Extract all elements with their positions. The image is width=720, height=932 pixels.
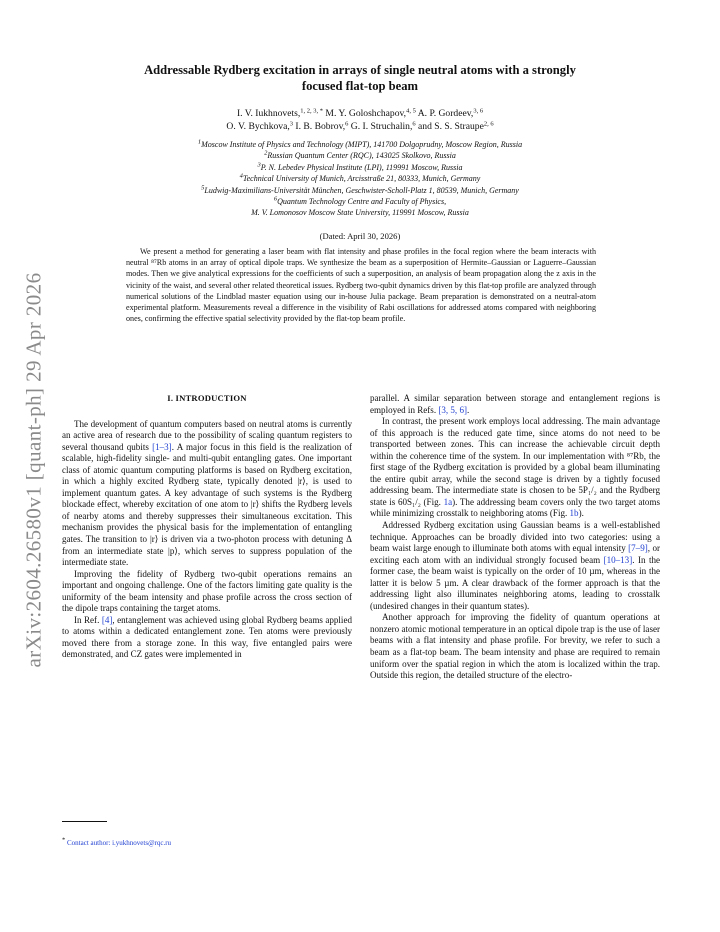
- paragraph-text: , entanglement was achieved using global Rydberg beams applied to atoms within a dedicated entanglement zone. Ten atoms were previously moved there from a storage zone. In this way, five entangled pairs were demonstrated, and CZ gates were implemented in: [62, 614, 352, 660]
- section-heading-introduction: I. INTRODUCTION: [167, 393, 247, 403]
- citation-link[interactable]: [7–9]: [628, 543, 648, 554]
- affiliation: [70, 185, 650, 196]
- affiliation-number: 5: [201, 184, 205, 192]
- paragraph-text: Another approach for improving the fidelity of quantum operations at nonzero atomic motional temperature in an optical dipole trap is the use of laser beams with a flat intensity and phase profile. For brevity, we refer to such a beam as a flat-top beam. The beam intensity and phase are required to remain uniform over the spatial region in which the atom is localized within the trap. Outside this region, the detailed structure of the electro-: [370, 612, 660, 681]
- footnote: [62, 836, 172, 847]
- author-name: M. Y. Goloshchapov,: [323, 108, 407, 119]
- right-column: [370, 393, 660, 682]
- affiliation-number: 1: [197, 138, 202, 146]
- affiliation: [70, 207, 650, 218]
- citation-link[interactable]: [4]: [101, 614, 113, 625]
- arxiv-sidebar-stamp: [14, 240, 54, 700]
- citation-link[interactable]: [10–13]: [603, 554, 633, 565]
- author-affiliation-marker: 3: [289, 120, 293, 128]
- footnote-mark: *: [62, 836, 66, 844]
- affiliation-text: Russian Quantum Center (RQC), 143025 Skolkovo, Russia: [267, 151, 456, 161]
- author-affiliation-marker: 1, 2, 3, *: [300, 107, 324, 115]
- author-name: O. V. Bychkova,: [226, 121, 290, 132]
- author-affiliation-marker: 4, 5: [406, 107, 416, 115]
- paragraph-text: .: [467, 404, 470, 415]
- title-line-1: Addressable Rydberg excitation in arrays of single neutral atoms with a strongly: [144, 63, 576, 77]
- author-affiliation-marker: 2, 6: [483, 120, 494, 128]
- paragraph-text: parallel. A similar separation between storage and entanglement regions is employed in Refs.: [370, 393, 660, 415]
- author-name: and S. S. Straupe: [415, 121, 484, 132]
- affiliation-number: 4: [239, 172, 243, 180]
- arxiv-identifier: arXiv:2604.26580v1 [quant-ph] 29 Apr 2026: [21, 272, 46, 668]
- paper-title: [70, 62, 650, 94]
- affiliation-number: 6: [273, 195, 278, 203]
- paragraph-text: ).: [578, 508, 584, 519]
- paragraph-text: . In the former case, the beam waist is typically on the order of 10 µm, whereas in the latter it is below 5 µm. A clear drawback of the former approach is that the addressing light also illuminates neighboring atoms, leading to crosstalk (undesired changes in their quantum states).: [370, 554, 660, 611]
- affiliation: [70, 139, 650, 150]
- affiliation-number: 2: [264, 149, 268, 157]
- paragraph: [62, 569, 352, 615]
- author-name: I. B. Bobrov,: [293, 121, 346, 132]
- citation-link[interactable]: 1a: [443, 496, 453, 507]
- citation-link[interactable]: 1b: [569, 508, 579, 519]
- affiliation-text: Quantum Technology Centre and Faculty of Physics,: [277, 197, 447, 207]
- paragraph-text: In contrast, the present work employs local addressing. The main advantage of this approach is the reduced gate time, since atoms do not need to be transported between zones. This can increase the achievable circuit depth within the coherence time of the system. In our implementation with ⁸⁷Rb, the first stage of the Rydberg excitation is provided by a global beam illuminating the entire qubit array, while the second stage is driven by a tightly focused addressing beam. The intermediate state is chosen to be 5P₁/₂ and the Rydberg state is 60S₁/₂ (Fig.: [370, 416, 660, 507]
- affiliation-text: M. V. Lomonosov Moscow State University, 119991 Moscow, Russia: [251, 208, 469, 218]
- paragraph-text: In Ref.: [74, 614, 102, 625]
- paragraph-text: The development of quantum computers based on neutral atoms is currently an active area of research due to the possibility of scaling quantum registers to several thousand qubits: [62, 418, 352, 452]
- paragraph-text: . A major focus in this field is the realization of scalable, high-fidelity single- and multi-qubit entangling gates. One important class of atomic quantum computing platforms is based on Rydberg excitation, in which a highly excited Rydberg state, typically denoted |r⟩, is used to implement quantum gates. A key advantage of such systems is the Rydberg blockade effect, whereby excitation of one atom to |r⟩ shifts the Rydberg levels of nearby atoms and thereby suppresses their simultaneous excitation. This mechanism provides the physical basis for the implementation of entangling gates. The transition to |r⟩ is driven via a two-photon process with detuning Δ from an intermediate state |p⟩, which serves to suppress population of the intermediate state.: [62, 441, 352, 568]
- paragraph-text: ). The addressing beam covers only the two target atoms while minimizing crosstalk to neighboring atoms (Fig.: [370, 496, 660, 519]
- author-affiliation-marker: 6: [412, 120, 416, 128]
- citation-link[interactable]: [3, 5, 6]: [438, 404, 467, 415]
- author-name: G. I. Struchalin,: [348, 121, 413, 132]
- paragraph: [370, 520, 660, 612]
- affiliation: [70, 173, 650, 184]
- affiliation: [70, 162, 650, 173]
- citation-link[interactable]: [1–3]: [152, 441, 172, 452]
- footnote-label: Contact author:: [67, 839, 113, 847]
- affiliation-list: [70, 139, 650, 219]
- affiliation-number: 3: [257, 161, 261, 169]
- authors-line-1: [70, 107, 650, 120]
- affiliation-text: P. N. Lebedev Physical Institute (LPI), 119991 Moscow, Russia: [260, 162, 463, 172]
- author-name: A. P. Gordeev,: [415, 108, 474, 119]
- affiliation-text: Ludwig-Maximilians-Universität München, Geschwister-Scholl-Platz 1, 80539, Munich, Germany: [204, 185, 519, 195]
- paragraph-text: , or exciting each atom with an individual strongly focused beam: [370, 543, 660, 565]
- paragraph: [370, 416, 660, 520]
- paragraph-text: Addressed Rydberg excitation using Gaussian beams is a well-established technique. Approaches can be broadly divided into two categories: using a beam waist large enough to illuminate both atoms with equal intensity: [370, 520, 660, 554]
- author-name: I. V. Iukhnovets,: [236, 108, 301, 119]
- dated-line: (Dated: April 30, 2026): [319, 231, 401, 241]
- left-column: [62, 393, 352, 661]
- paragraph: [370, 393, 660, 416]
- affiliation-text: Moscow Institute of Physics and Technology (MIPT), 141700 Dolgoprudny, Moscow Region, Russia: [201, 140, 523, 149]
- paragraph: [370, 612, 660, 681]
- abstract: We present a method for generating a laser beam with flat intensity and phase profiles in the focal region where the beam interacts with neutral ⁸⁷Rb atoms in an array of optical dipole traps. We synthesize the beam as a superposition of Hermite–Gaussian or Laguerre–Gaussian modes. Then we give analytical expressions for the coefficients of such a superposition, an analysis of beam propagation along the z axis in the vicinity of the waist, and several other related theoretical issues. Rydberg two-qubit dynamics driven by this flat-top profile are analyzed through numerical solutions of the Lindblad master equation using our in-house Julia package. Beam preparation is demonstrated on a neutral-atom experimental platform. Measurements reveal a difference in the visibility of Rabi oscillations for addressed atoms compared with neighboring ones, confirming the effective spatial selectivity provided by the flat-top beam profile.: [126, 247, 596, 324]
- paragraph-text: Improving the fidelity of Rydberg two-qubit operations remains an important and ongoing challenge. One of the factors limiting gate quality is the uniformity of the beam intensity and phase profile across the cross section of the dipole traps containing the target atoms.: [62, 568, 352, 614]
- footnote-divider: [62, 821, 107, 822]
- author-affiliation-marker: 3, 6: [473, 107, 484, 115]
- authors-line-2: [70, 120, 650, 133]
- affiliation-text: Technical University of Munich, Arcisstraße 21, 80333, Munich, Germany: [242, 174, 481, 184]
- paragraph: [62, 419, 352, 569]
- affiliation: [70, 150, 650, 161]
- paragraph: [62, 615, 352, 661]
- affiliation: [70, 196, 650, 207]
- contact-email-link[interactable]: i.yukhnovets@rqc.ru: [112, 839, 172, 847]
- author-affiliation-marker: 6: [345, 120, 349, 128]
- author-list: [70, 107, 650, 133]
- title-line-2: focused flat-top beam: [301, 79, 419, 93]
